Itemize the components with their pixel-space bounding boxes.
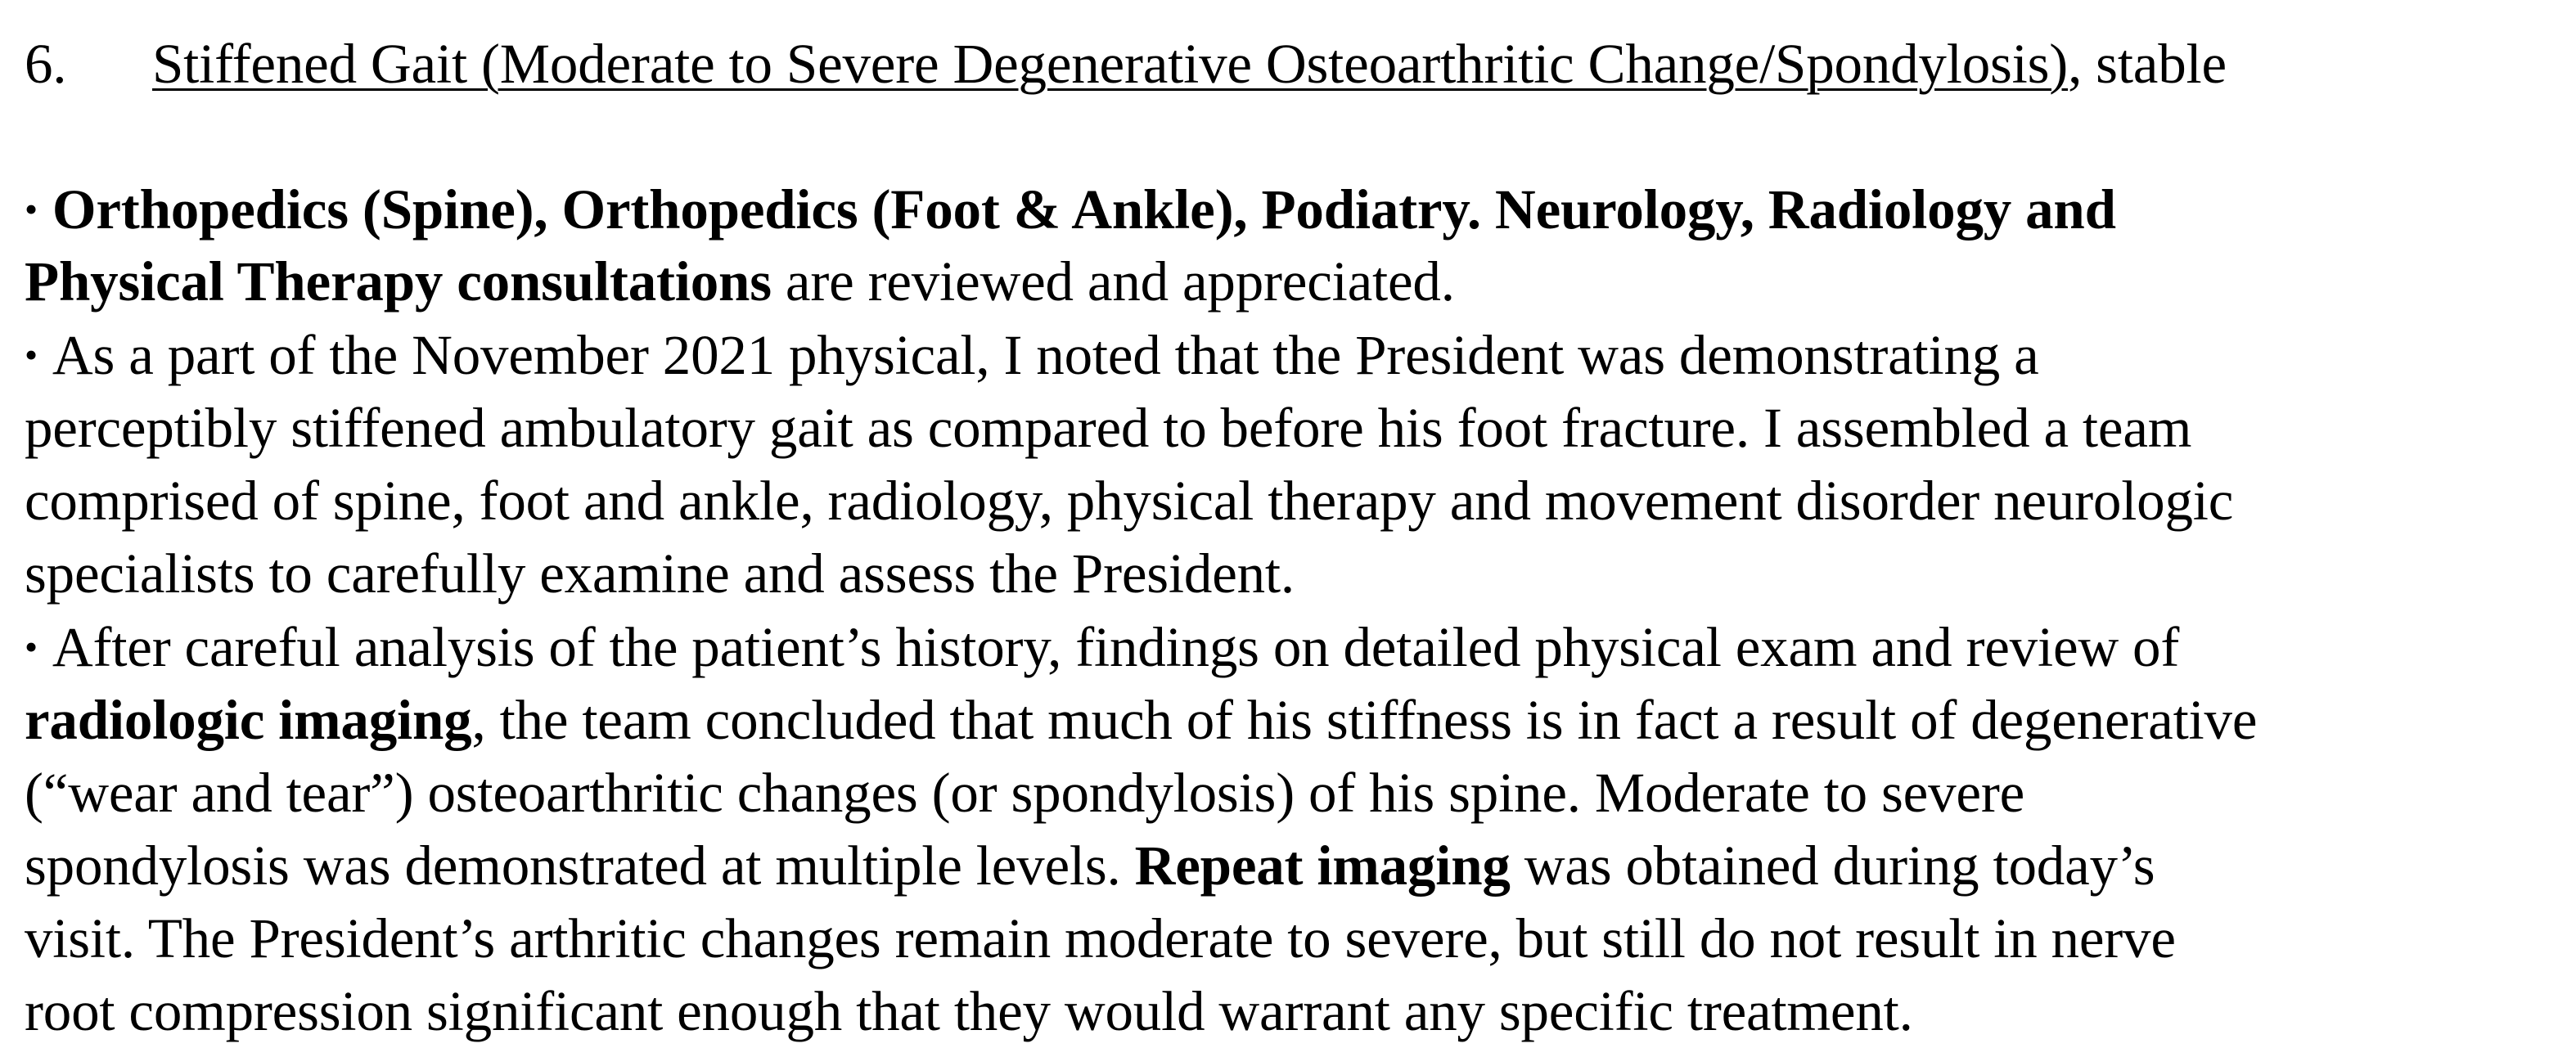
bullet-icon: • [25,626,38,668]
consultations-list: Orthopedics (Spine), Orthopedics (Foot & Ankle), Podiatry. Neurology, Radiology and [52,178,2116,241]
bullet-physical-line-4: specialists to carefully examine and assess the President. [25,542,1295,605]
paragraph-text: was obtained during today’s [1510,834,2155,897]
repeat-imaging-label: Repeat imaging [1134,834,1511,897]
bullet-consultations-line-1 [25,175,2116,244]
bullet-consultations-line-2 [25,247,1455,316]
paragraph-text: spondylosis was demonstrated at multiple levels. [25,834,1135,897]
document-page [25,0,2569,1057]
radiologic-imaging-label: radiologic imaging [25,689,472,751]
section-number: 6. [25,33,67,95]
paragraph-text: After careful analysis of the patient’s history, findings on detailed physical exam and review of [52,616,2180,678]
bullet-icon: • [25,188,38,230]
paragraph-text: , the team concluded that much of his stiffness is in fact a result of degenerative [471,689,2258,751]
paragraph-text: As a part of the November 2021 physical, I noted that the President was demonstrating a [52,324,2039,386]
bullet-analysis-line-3: (“wear and tear”) osteoarthritic changes (or spondylosis) of his spine. Moderate to severe [25,762,2025,824]
bullet-physical-line-1 [25,321,2039,389]
bullet-icon: • [25,334,38,376]
bullet-analysis-line-6: root compression significant enough that they would warrant any specific treatment. [25,980,1913,1042]
section-status: , stable [2068,33,2227,95]
bullet-analysis-line-1 [25,613,2179,681]
consultations-text: are reviewed and appreciated. [771,250,1455,313]
consultations-label: Physical Therapy consultations [25,250,772,313]
bullet-physical-line-3: comprised of spine, foot and ankle, radiology, physical therapy and movement disorder neurologic [25,470,2234,532]
section-heading [25,29,2227,98]
section-title: Stiffened Gait (Moderate to Severe Degenerative Osteoarthritic Change/Spondylosis) [152,33,2069,95]
bullet-analysis-line-5: visit. The President’s arthritic changes remain moderate to severe, but still do not result in nerve [25,907,2176,969]
bullet-analysis-line-2 [25,686,2257,754]
bullet-analysis-line-4 [25,831,2155,900]
bullet-physical-line-2: perceptibly stiffened ambulatory gait as compared to before his foot fracture. I assembled a team [25,397,2192,459]
